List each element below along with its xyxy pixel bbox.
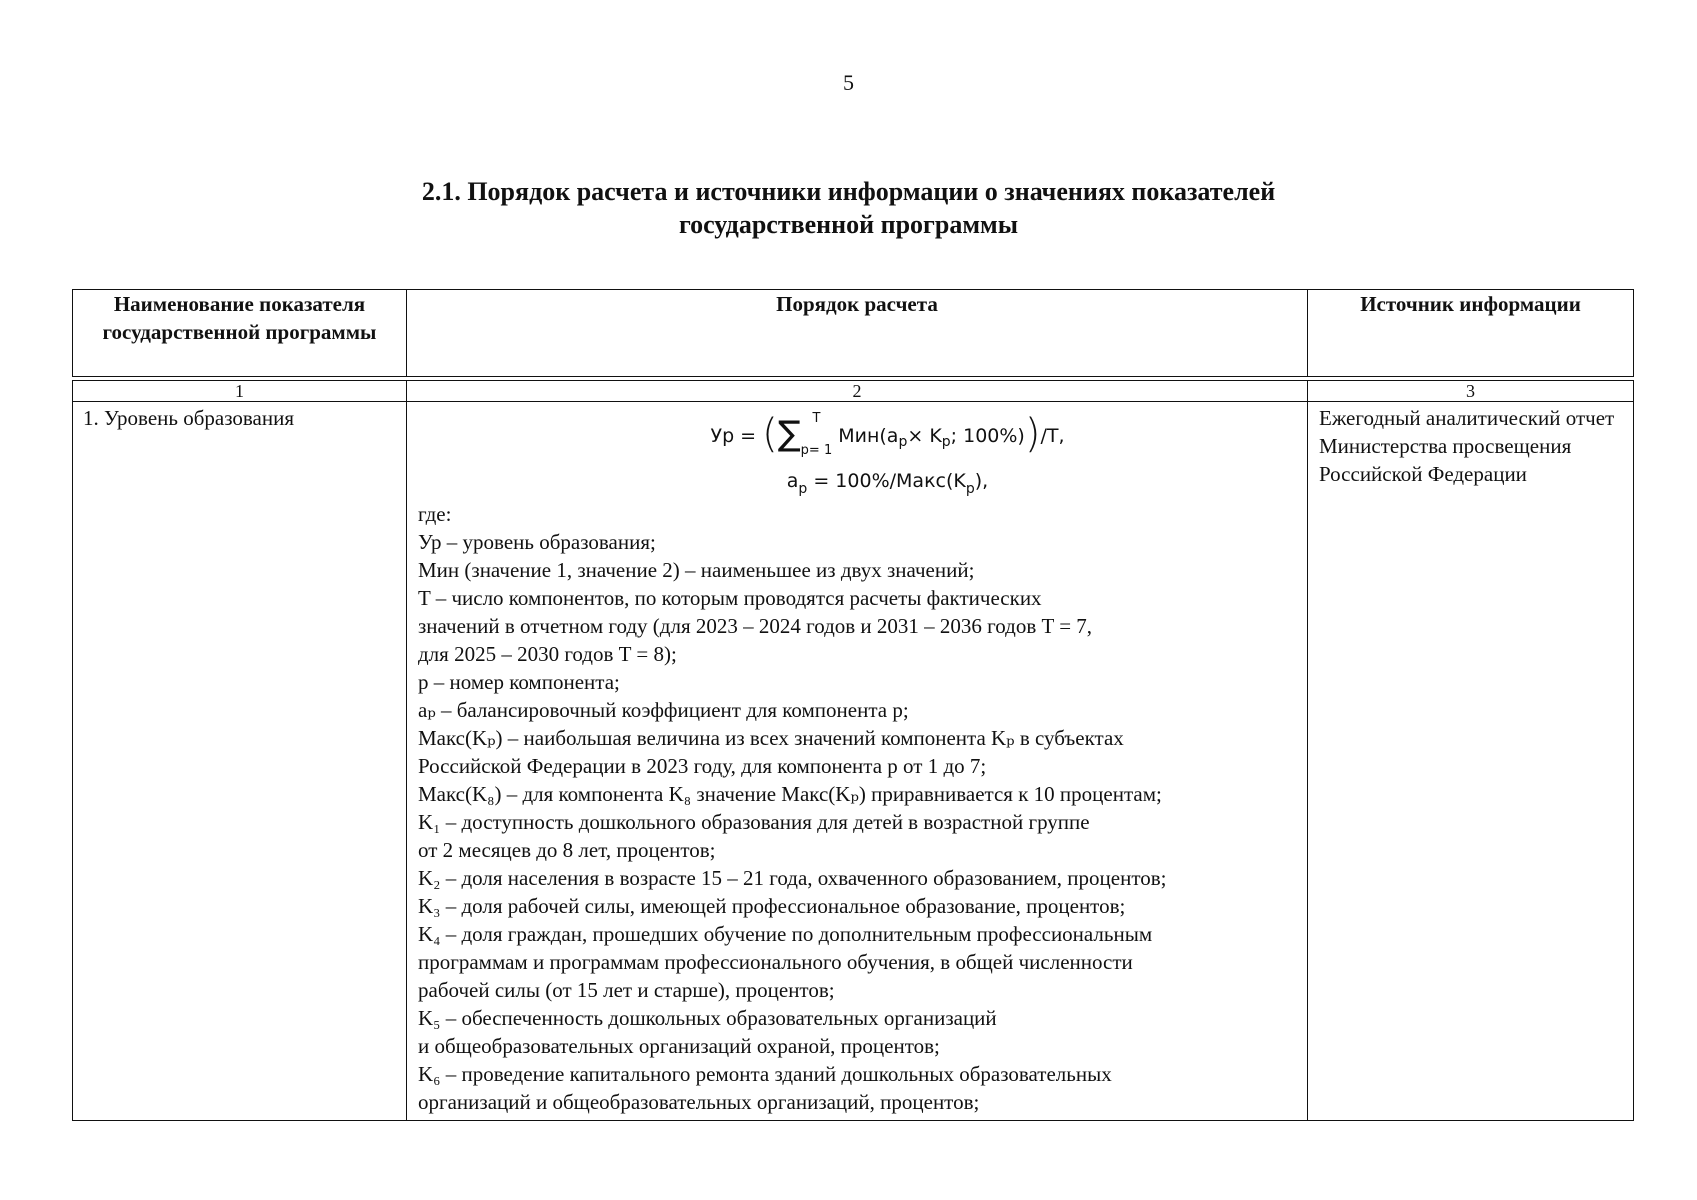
table-header-row <box>73 290 1634 377</box>
information-source: Ежегодный аналитический отчет Министерства просвещения Российской Федерации <box>1308 402 1634 1121</box>
calculation-line: и общеобразовательных организаций охраной, процентов; <box>418 1034 940 1058</box>
calculation-line: K₅ – обеспеченность дошкольных образовательных организаций <box>418 1006 997 1030</box>
calculation-line: K₂ – доля населения в возрасте 15 – 21 года, охваченного образованием, процентов; <box>418 866 1167 890</box>
calculation-line: Макс(K₈) – для компонента K₈ значение Макс(Kₚ) приравнивается к 10 процентам; <box>418 782 1162 806</box>
calculation-line: от 2 месяцев до 8 лет, процентов; <box>418 838 716 862</box>
calculation-line: организаций и общеобразовательных организаций, процентов; <box>418 1090 980 1114</box>
section-title <box>0 175 1697 241</box>
page-number: 5 <box>843 70 854 95</box>
calculation-line: T – число компонентов, по которым проводятся расчеты фактических <box>418 586 1042 610</box>
header-calculation: Порядок расчета <box>407 290 1308 377</box>
section-title-line-2: государственной программы <box>678 210 1019 239</box>
column-number-row <box>73 381 1634 402</box>
column-number: 1 <box>73 381 407 402</box>
calculation-line: где: <box>418 502 452 526</box>
calculation-line: Российской Федерации в 2023 году, для компонента p от 1 до 7; <box>418 754 987 778</box>
table-row <box>73 402 1634 1121</box>
header-indicator-name: Наименование показателя государственной программы <box>73 290 407 377</box>
calculation-cell <box>407 402 1308 1121</box>
calculation-line: K₃ – доля рабочей силы, имеющей профессиональное образование, процентов; <box>418 894 1126 918</box>
calculation-line: K₆ – проведение капитального ремонта зданий дошкольных образовательных <box>418 1062 1112 1086</box>
header-source: Источник информации <box>1308 290 1634 377</box>
indicators-table <box>72 289 1634 1121</box>
column-number: 3 <box>1308 381 1634 402</box>
calculation-line: Макс(Kₚ) – наибольшая величина из всех значений компонента Kₚ в субъектах <box>418 726 1124 750</box>
calculation-line: K₁ – доступность дошкольного образования для детей в возрастной группе <box>418 810 1090 834</box>
calculation-line: Ур – уровень образования; <box>418 530 656 554</box>
indicator-name: 1. Уровень образования <box>73 402 407 1121</box>
column-number: 2 <box>407 381 1308 402</box>
formula-education-level: Ур = ( ∑ T p= 1 Мин(a p × K p ; 100%) ) /T, <box>710 411 1065 458</box>
calculation-description <box>418 500 1297 1116</box>
calculation-line: p – номер компонента; <box>418 670 620 694</box>
section-title-line-1: 2.1. Порядок расчета и источники информации о значениях показателей <box>421 177 1276 206</box>
calculation-line: aₚ – балансировочный коэффициент для компонента p; <box>418 698 909 722</box>
calculation-line: Мин (значение 1, значение 2) – наименьшее из двух значений; <box>418 558 975 582</box>
calculation-line: для 2025 – 2030 годов T = 8); <box>418 642 677 666</box>
calculation-line: рабочей силы (от 15 лет и старше), процентов; <box>418 978 835 1002</box>
calculation-line: K₄ – доля граждан, прошедших обучение по дополнительным профессиональным <box>418 922 1153 946</box>
calculation-line: программам и программам профессионального обучения, в общей численности <box>418 950 1133 974</box>
calculation-line: значений в отчетном году (для 2023 – 2024 годов и 2031 – 2036 годов T = 7, <box>418 614 1093 638</box>
formula-balancing-coefficient: $a_p$ = $100\%/Макс(K_p)$, <box>786 470 989 497</box>
